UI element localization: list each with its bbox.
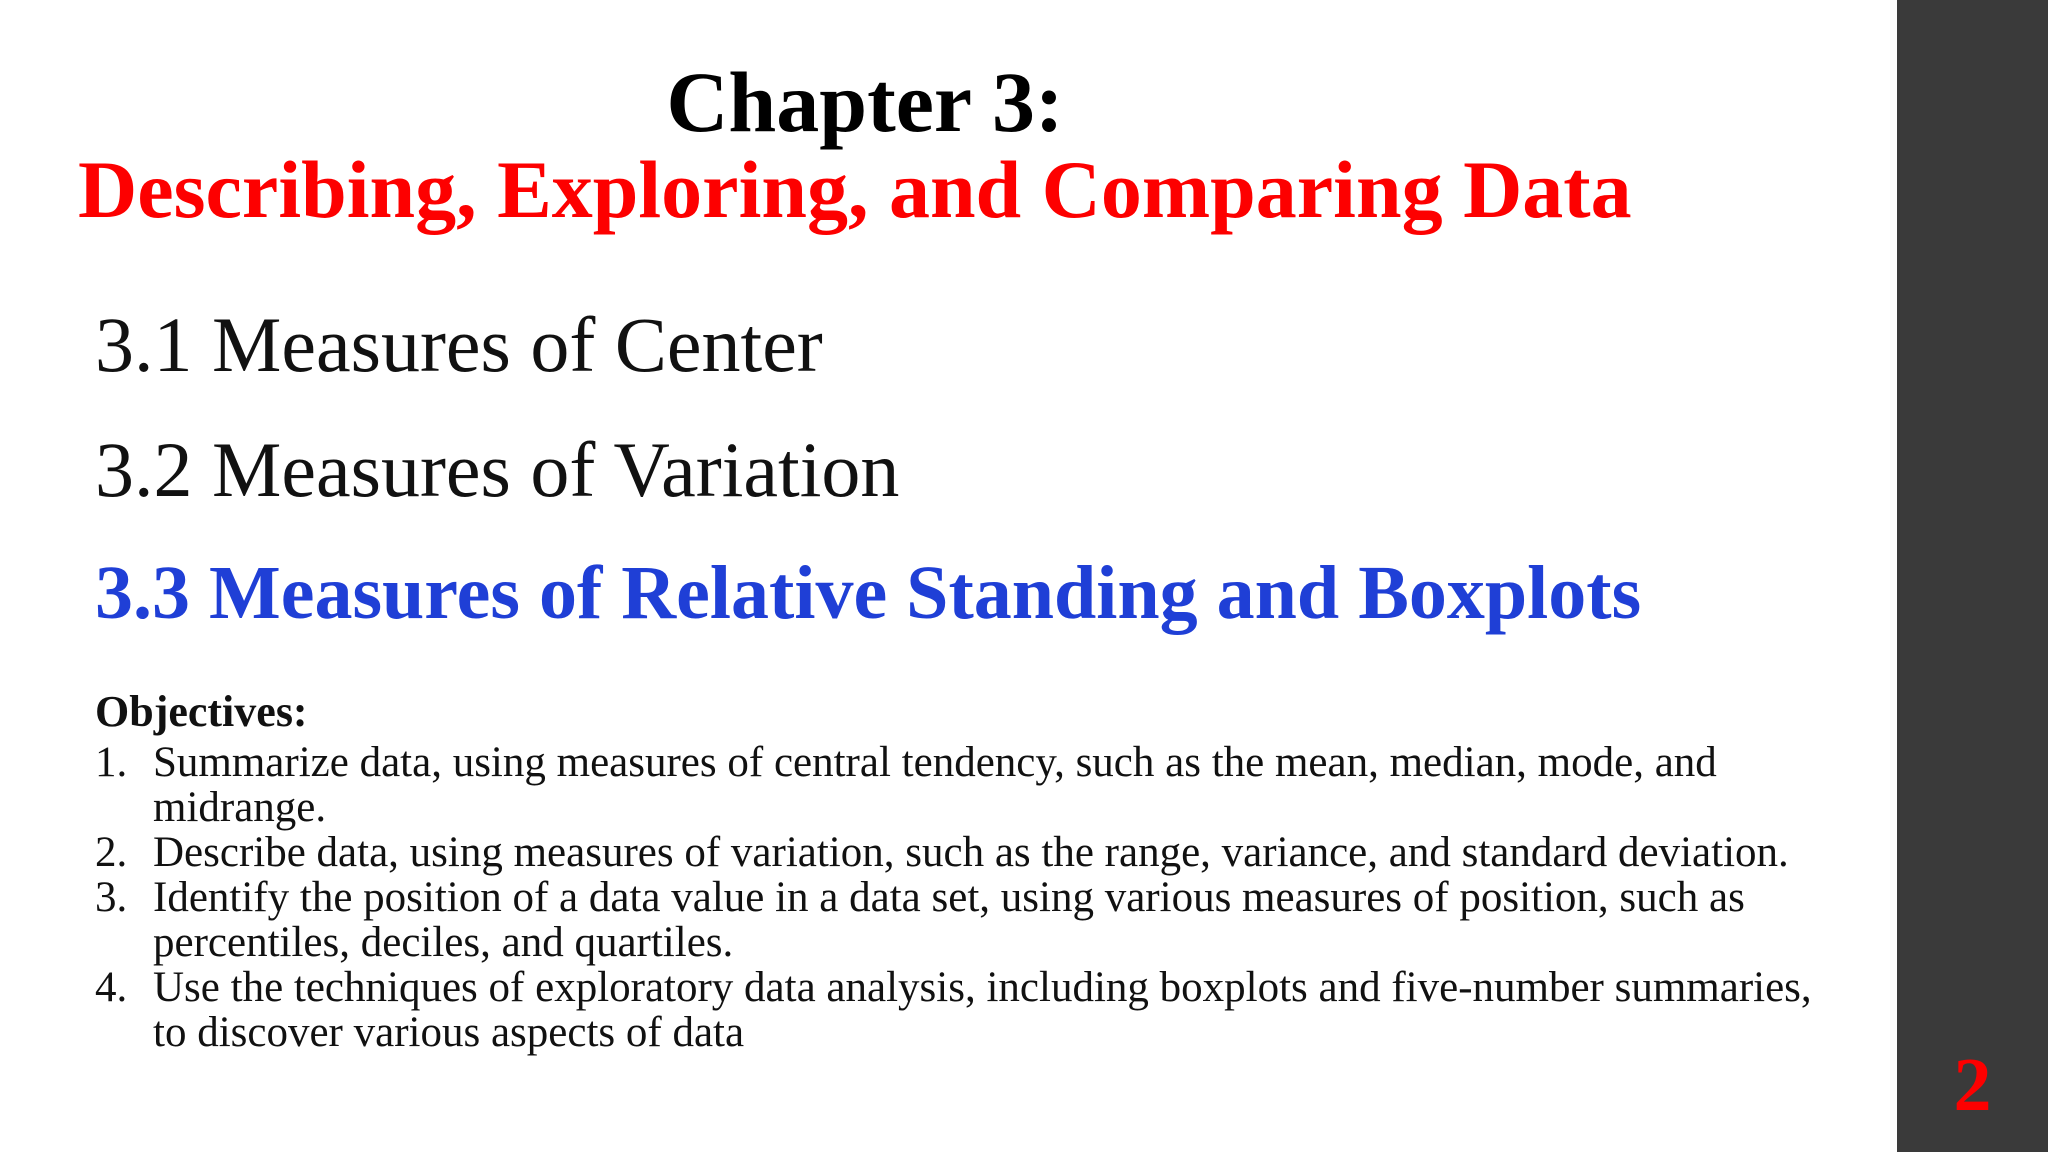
objective-text: Use the techniques of exploratory data analysis, including boxplots and five-number summaries, to discover various aspects of data	[153, 964, 1812, 1056]
page-number: 2	[1953, 1043, 1992, 1127]
objective-number: 3.	[95, 874, 128, 921]
objective-item	[95, 875, 1815, 965]
slide-title: Chapter 3:	[666, 54, 1064, 150]
objectives-heading: Objectives:	[95, 687, 308, 736]
objective-number: 2.	[95, 829, 128, 876]
section-3-3-current: 3.3 Measures of Relative Standing and Boxplots	[95, 551, 1642, 635]
objective-text: Summarize data, using measures of central tendency, such as the mean, median, mode, and midrange.	[153, 739, 1717, 831]
slide-subtitle: Describing, Exploring, and Comparing Data	[78, 144, 1632, 235]
objective-text: Identify the position of a data value in a data set, using various measures of position, such as percentiles, deciles, and quartiles.	[153, 874, 1745, 966]
section-3-2: 3.2 Measures of Variation	[95, 426, 900, 513]
objective-item	[95, 740, 1815, 830]
objectives-block	[95, 688, 1815, 1055]
objectives-list	[95, 740, 1815, 1055]
objective-number: 4.	[95, 964, 128, 1011]
objective-number: 1.	[95, 739, 128, 786]
objective-item	[95, 965, 1815, 1055]
section-3-1: 3.1 Measures of Center	[95, 301, 823, 388]
objective-item	[95, 830, 1815, 875]
objective-text: Describe data, using measures of variation, such as the range, variance, and standard deviation.	[153, 829, 1789, 876]
slide-sidebar	[1897, 0, 2048, 1152]
